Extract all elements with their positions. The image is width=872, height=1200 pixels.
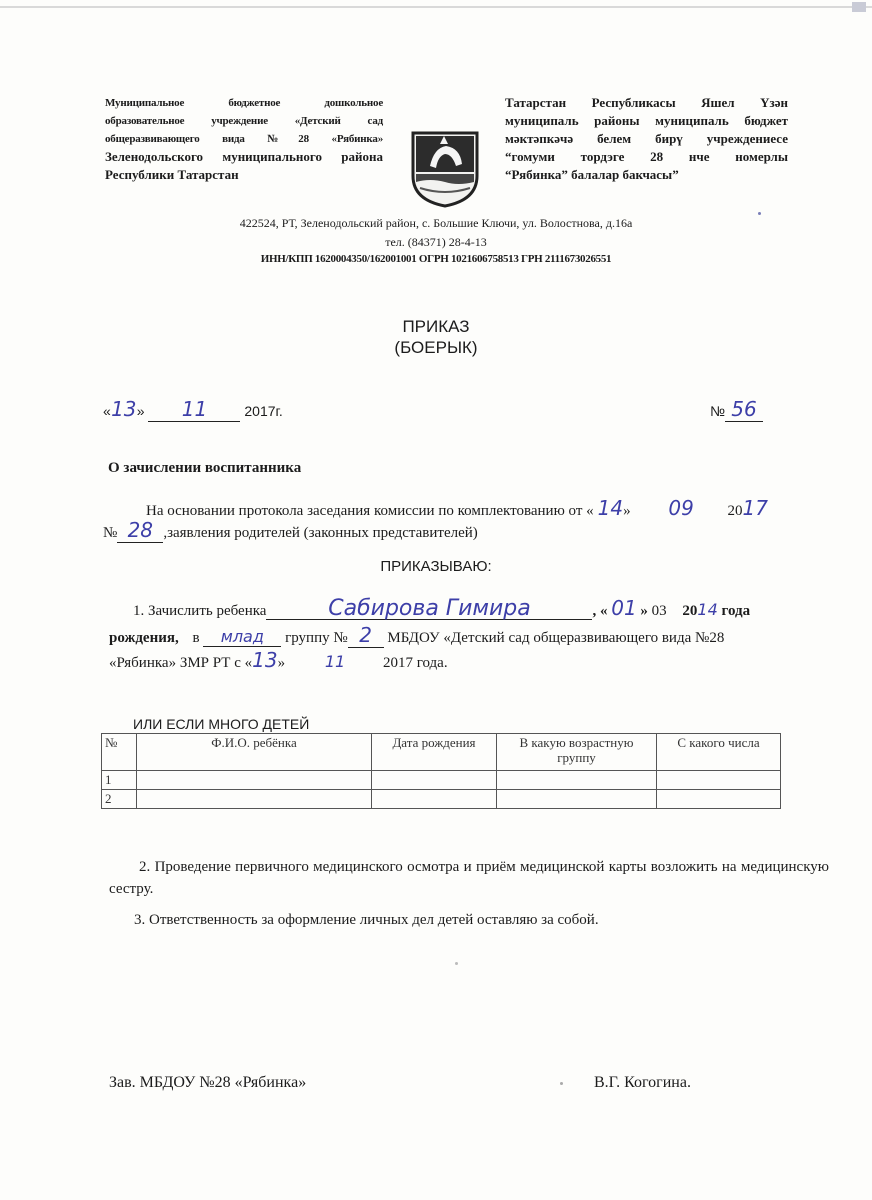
header-cell: В какую возрастную группу (497, 734, 657, 771)
header-right-block (505, 94, 788, 184)
children-table (101, 733, 781, 809)
ink-speck (758, 212, 761, 215)
birth-year: 14 (697, 600, 718, 619)
order-day: 13 (111, 397, 137, 421)
order-number-value: 56 (725, 397, 763, 422)
table-cell (497, 771, 657, 790)
group-word: группу № (285, 630, 348, 646)
header-right-line: “гомуми тордэге 28 нче номерлы (505, 149, 788, 164)
header-right-line: “Рябинка” балалар бакчасы” (505, 167, 679, 182)
item1-line3 (109, 648, 448, 672)
header-cell: Ф.И.О. ребёнка (137, 734, 372, 771)
order-subject: О зачислении воспитанника (108, 460, 302, 476)
table-cell (137, 790, 372, 809)
birth-day: 01 (611, 596, 637, 620)
document-subtitle: (БОЕРЫК) (394, 338, 478, 357)
item2-paragraph: 2. Проведение первичного медицинского осмотра и приём медицинской карты возложить на медицинскую сестру. (109, 859, 829, 897)
table-cell: 1 (102, 771, 137, 790)
header-right-line: Татарстан Республикасы Яшел Үзән (505, 95, 788, 110)
item1-prefix: 1. Зачислить ребенка (133, 603, 267, 619)
basis-text: На основании протокола заседания комиссии по комплектованию от « (146, 503, 594, 519)
header-left-line: Республики Татарстан (105, 167, 239, 182)
birth-quote-open: , « (592, 603, 608, 619)
table-cell (497, 790, 657, 809)
number-label: № (710, 403, 726, 419)
birth-quote-close: » (640, 603, 648, 619)
item1-line3-prefix: «Рябинка» ЗМР РТ с « (109, 655, 253, 671)
coat-of-arms-emblem (410, 130, 480, 208)
item1-line1 (133, 596, 833, 620)
basis-quote-close: » (623, 503, 631, 519)
signature-position: Зав. МБДОУ №28 «Рябинка» (109, 1074, 307, 1091)
item3-paragraph: 3. Ответственность за оформление личных дел детей оставляю за собой. (134, 912, 599, 928)
table-cell (657, 771, 781, 790)
basis-text-2: ,заявления родителей (законных представителей) (163, 525, 478, 541)
birth-month: 03 (651, 603, 667, 619)
order-date (103, 397, 283, 422)
header-left-line: общеразвивающего вида №28 «Рябинка» (105, 133, 383, 145)
header-left-block (105, 94, 383, 184)
header-right-line: муниципаль районы муниципаль бюджет (505, 113, 788, 128)
header-cell: № (102, 734, 137, 771)
header-left-line: образовательное учреждение «Детский сад (105, 115, 383, 127)
order-number (710, 397, 763, 422)
table-cell (137, 771, 372, 790)
order-year: 2017г. (244, 403, 283, 419)
header-right-line: мәктәпкәчә белем бирү учреждениесе (505, 131, 788, 146)
item1-line2 (109, 623, 829, 648)
header-cell: С какого числа (657, 734, 781, 771)
phone-line: тел. (84371) 28-4-13 (385, 235, 487, 249)
scan-top-edge (0, 6, 872, 8)
basis-year-prefix: 20 (727, 503, 743, 519)
birth-year-prefix: 20 (682, 603, 698, 619)
signature-name: В.Г. Когогина. (594, 1074, 691, 1091)
start-quote-close: » (277, 655, 286, 671)
table-cell: 2 (102, 790, 137, 809)
many-children-label: ИЛИ ЕСЛИ МНОГО ДЕТЕЙ (133, 716, 310, 732)
order-month: 11 (148, 397, 240, 422)
header-left-line: Муниципальное бюджетное дошкольное (105, 97, 383, 109)
start-month: 11 (324, 652, 346, 671)
ink-speck (455, 962, 458, 965)
birth-word: рождения, (109, 630, 179, 646)
group-number: 2 (348, 623, 384, 648)
table-row (102, 790, 781, 809)
table-row (102, 771, 781, 790)
item1-rest: МБДОУ «Детский сад общеразвивающего вида №28 (387, 630, 725, 646)
registration-ids: ИНН/КПП 1620004350/162001001 ОГРН 1021606758513 ГРН 2111673026551 (260, 253, 612, 265)
basis-no-label: № (103, 525, 118, 541)
in-word: в (192, 630, 200, 646)
start-day: 13 (252, 648, 278, 672)
header-cell: Дата рождения (372, 734, 497, 771)
group-type: млад (203, 627, 281, 647)
basis-year: 17 (742, 496, 768, 520)
table-cell (657, 790, 781, 809)
table-cell (372, 790, 497, 809)
child-name: Сабирова Гимира (266, 599, 592, 620)
year-word: года (721, 603, 751, 619)
address-line: 422524, РТ, Зеленодольский район, с. Большие Ключи, ул. Волостнова, д.16а (239, 216, 633, 230)
quote-open: « (103, 403, 111, 419)
basis-number: 28 (117, 518, 163, 543)
basis-day: 14 (597, 496, 624, 520)
basis-line-2 (103, 518, 478, 543)
document-title: ПРИКАЗ (402, 317, 470, 336)
order-word: ПРИКАЗЫВАЮ: (380, 558, 492, 575)
scan-corner-mark (852, 2, 866, 12)
header-left-line: Зеленодольского муниципального района (105, 149, 383, 164)
quote-close: » (136, 403, 145, 419)
basis-line (146, 496, 846, 520)
table-header-row (102, 734, 781, 771)
basis-month: 09 (668, 496, 694, 520)
ink-speck (560, 1082, 563, 1085)
table-cell (372, 771, 497, 790)
item1-line3-suffix: 2017 года. (382, 655, 448, 671)
